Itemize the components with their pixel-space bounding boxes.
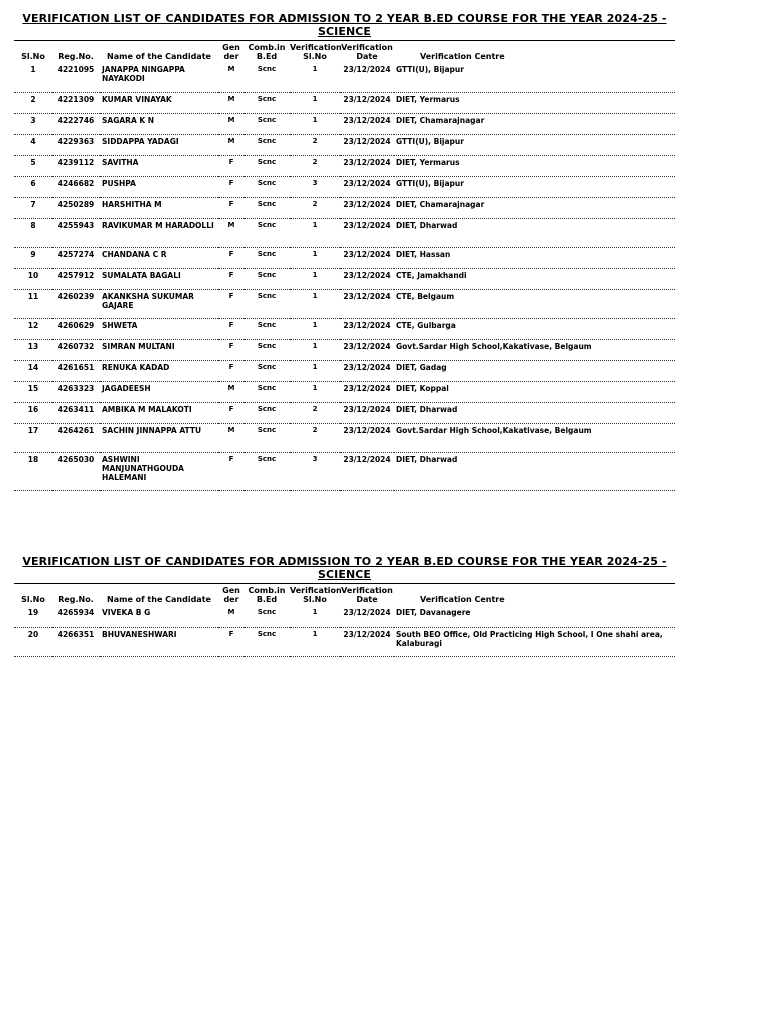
cell-regno: 4246682 bbox=[52, 176, 100, 197]
table-row bbox=[14, 318, 675, 339]
cell-gender: F bbox=[218, 339, 244, 360]
cell-verification-date: 23/12/2024 bbox=[340, 176, 394, 197]
table-row bbox=[14, 92, 675, 113]
cell-verification-slno: 3 bbox=[290, 452, 340, 490]
candidates-table-2 bbox=[14, 584, 675, 657]
header-comb: Comb.in B.Ed bbox=[248, 43, 286, 61]
header-verification-centre: Verification Centre bbox=[420, 595, 505, 604]
cell-verification-date: 23/12/2024 bbox=[340, 197, 394, 218]
cell-verification-centre: CTE, Jamakhandi bbox=[394, 268, 675, 289]
cell-gender: F bbox=[218, 197, 244, 218]
cell-gender: F bbox=[218, 360, 244, 381]
cell-verification-slno: 2 bbox=[290, 402, 340, 423]
cell-verification-centre: CTE, Gulbarga bbox=[394, 318, 675, 339]
cell-regno: 4239112 bbox=[52, 155, 100, 176]
table-row bbox=[14, 423, 675, 452]
cell-candidate-name: JAGADEESH bbox=[100, 381, 218, 402]
cell-comb: Scnc bbox=[244, 423, 290, 452]
cell-regno: 4257274 bbox=[52, 247, 100, 268]
candidates-table-1 bbox=[14, 41, 675, 491]
cell-regno: 4255943 bbox=[52, 218, 100, 247]
cell-comb: Scnc bbox=[244, 452, 290, 490]
header-verification-centre: Verification Centre bbox=[420, 52, 505, 61]
cell-candidate-name: SAVITHA bbox=[100, 155, 218, 176]
cell-verification-slno: 1 bbox=[290, 63, 340, 92]
cell-verification-centre: Govt.Sardar High School,Kakativase, Belgaum bbox=[394, 339, 675, 360]
cell-comb: Scnc bbox=[244, 218, 290, 247]
cell-regno: 4264261 bbox=[52, 423, 100, 452]
cell-regno: 4261651 bbox=[52, 360, 100, 381]
cell-verification-centre: DIET, Koppal bbox=[394, 381, 675, 402]
cell-candidate-name: AMBIKA M MALAKOTI bbox=[100, 402, 218, 423]
cell-slno: 17 bbox=[14, 423, 52, 452]
table-row bbox=[14, 606, 675, 627]
cell-slno: 13 bbox=[14, 339, 52, 360]
cell-gender: F bbox=[218, 318, 244, 339]
table-row bbox=[14, 381, 675, 402]
cell-verification-date: 23/12/2024 bbox=[340, 606, 394, 627]
table-row bbox=[14, 452, 675, 490]
cell-verification-date: 23/12/2024 bbox=[340, 218, 394, 247]
verification-list-section-1 bbox=[14, 12, 675, 491]
cell-gender: M bbox=[218, 63, 244, 92]
cell-candidate-name: CHANDANA C R bbox=[100, 247, 218, 268]
document-title: VERIFICATION LIST OF CANDIDATES FOR ADMISSION TO 2 YEAR B.ED COURSE FOR THE YEAR 2024-25 - SCIENCE bbox=[22, 12, 667, 38]
table-row bbox=[14, 113, 675, 134]
cell-regno: 4265934 bbox=[52, 606, 100, 627]
cell-regno: 4260239 bbox=[52, 289, 100, 318]
cell-comb: Scnc bbox=[244, 402, 290, 423]
header-regno: Reg.No. bbox=[58, 52, 94, 61]
cell-regno: 4257912 bbox=[52, 268, 100, 289]
cell-candidate-name: SACHIN JINNAPPA ATTU bbox=[100, 423, 218, 452]
header-comb: Comb.in B.Ed bbox=[248, 586, 286, 604]
cell-verification-centre: CTE, Belgaum bbox=[394, 289, 675, 318]
cell-gender: F bbox=[218, 627, 244, 656]
cell-regno: 4221309 bbox=[52, 92, 100, 113]
header-slno: Sl.No bbox=[21, 595, 45, 604]
cell-slno: 6 bbox=[14, 176, 52, 197]
table-row bbox=[14, 402, 675, 423]
cell-verification-slno: 2 bbox=[290, 155, 340, 176]
table-row bbox=[14, 339, 675, 360]
header-gender: Gen der bbox=[222, 586, 240, 604]
cell-verification-slno: 2 bbox=[290, 423, 340, 452]
cell-slno: 15 bbox=[14, 381, 52, 402]
cell-comb: Scnc bbox=[244, 197, 290, 218]
cell-verification-date: 23/12/2024 bbox=[340, 381, 394, 402]
cell-slno: 19 bbox=[14, 606, 52, 627]
cell-verification-date: 23/12/2024 bbox=[340, 339, 394, 360]
cell-verification-date: 23/12/2024 bbox=[340, 627, 394, 656]
cell-verification-slno: 1 bbox=[290, 339, 340, 360]
table-row bbox=[14, 155, 675, 176]
cell-verification-slno: 1 bbox=[290, 247, 340, 268]
cell-regno: 4260732 bbox=[52, 339, 100, 360]
cell-slno: 9 bbox=[14, 247, 52, 268]
cell-verification-date: 23/12/2024 bbox=[340, 402, 394, 423]
cell-candidate-name: SIMRAN MULTANI bbox=[100, 339, 218, 360]
cell-slno: 18 bbox=[14, 452, 52, 490]
cell-comb: Scnc bbox=[244, 176, 290, 197]
cell-verification-centre: DIET, Gadag bbox=[394, 360, 675, 381]
cell-comb: Scnc bbox=[244, 268, 290, 289]
table-body-2 bbox=[14, 606, 675, 656]
cell-candidate-name: BHUVANESHWARI bbox=[100, 627, 218, 656]
cell-gender: F bbox=[218, 268, 244, 289]
header-name: Name of the Candidate bbox=[107, 595, 211, 604]
cell-comb: Scnc bbox=[244, 113, 290, 134]
cell-candidate-name: SIDDAPPA YADAGI bbox=[100, 134, 218, 155]
cell-candidate-name: VIVEKA B G bbox=[100, 606, 218, 627]
table-row bbox=[14, 360, 675, 381]
cell-candidate-name: JANAPPA NINGAPPA NAYAKODI bbox=[100, 63, 218, 92]
cell-slno: 5 bbox=[14, 155, 52, 176]
cell-verification-slno: 1 bbox=[290, 268, 340, 289]
cell-verification-centre: Govt.Sardar High School,Kakativase, Belgaum bbox=[394, 423, 675, 452]
cell-verification-date: 23/12/2024 bbox=[340, 452, 394, 490]
cell-verification-slno: 1 bbox=[290, 381, 340, 402]
table-row bbox=[14, 197, 675, 218]
cell-gender: M bbox=[218, 381, 244, 402]
header-verification-slno: Verification Sl.No bbox=[290, 586, 342, 604]
cell-comb: Scnc bbox=[244, 627, 290, 656]
cell-verification-centre: DIET, Yermarus bbox=[394, 155, 675, 176]
cell-candidate-name: AKANKSHA SUKUMAR GAJARE bbox=[100, 289, 218, 318]
cell-comb: Scnc bbox=[244, 134, 290, 155]
cell-comb: Scnc bbox=[244, 360, 290, 381]
cell-gender: F bbox=[218, 247, 244, 268]
cell-comb: Scnc bbox=[244, 339, 290, 360]
cell-verification-slno: 1 bbox=[290, 318, 340, 339]
header-regno: Reg.No. bbox=[58, 595, 94, 604]
cell-regno: 4266351 bbox=[52, 627, 100, 656]
cell-gender: F bbox=[218, 155, 244, 176]
cell-verification-centre: DIET, Chamarajnagar bbox=[394, 113, 675, 134]
table-row bbox=[14, 289, 675, 318]
cell-regno: 4263323 bbox=[52, 381, 100, 402]
cell-verification-date: 23/12/2024 bbox=[340, 318, 394, 339]
cell-verification-date: 23/12/2024 bbox=[340, 155, 394, 176]
cell-regno: 4222746 bbox=[52, 113, 100, 134]
cell-verification-slno: 3 bbox=[290, 176, 340, 197]
cell-verification-centre: DIET, Dharwad bbox=[394, 402, 675, 423]
table-row bbox=[14, 134, 675, 155]
cell-slno: 2 bbox=[14, 92, 52, 113]
table-row bbox=[14, 627, 675, 656]
cell-gender: F bbox=[218, 176, 244, 197]
cell-gender: F bbox=[218, 452, 244, 490]
cell-verification-slno: 2 bbox=[290, 134, 340, 155]
cell-comb: Scnc bbox=[244, 92, 290, 113]
header-name: Name of the Candidate bbox=[107, 52, 211, 61]
cell-candidate-name: SHWETA bbox=[100, 318, 218, 339]
cell-gender: M bbox=[218, 134, 244, 155]
cell-candidate-name: SUMALATA BAGALI bbox=[100, 268, 218, 289]
header-verification-slno: Verification Sl.No bbox=[290, 43, 342, 61]
cell-comb: Scnc bbox=[244, 318, 290, 339]
cell-verification-date: 23/12/2024 bbox=[340, 134, 394, 155]
cell-candidate-name: HARSHITHA M bbox=[100, 197, 218, 218]
header-verification-date: Verification Date bbox=[341, 43, 393, 61]
cell-comb: Scnc bbox=[244, 381, 290, 402]
cell-verification-date: 23/12/2024 bbox=[340, 268, 394, 289]
cell-verification-centre: GTTI(U), Bijapur bbox=[394, 176, 675, 197]
cell-verification-centre: DIET, Davanagere bbox=[394, 606, 675, 627]
cell-comb: Scnc bbox=[244, 289, 290, 318]
cell-gender: M bbox=[218, 606, 244, 627]
cell-verification-date: 23/12/2024 bbox=[340, 289, 394, 318]
cell-slno: 20 bbox=[14, 627, 52, 656]
cell-candidate-name: ASHWINI MANJUNATHGOUDA HALEMANI bbox=[100, 452, 218, 490]
cell-gender: M bbox=[218, 113, 244, 134]
cell-verification-centre: DIET, Hassan bbox=[394, 247, 675, 268]
cell-verification-centre: South BEO Office, Old Practicing High School, I One shahi area, Kalaburagi bbox=[394, 627, 675, 656]
cell-gender: M bbox=[218, 92, 244, 113]
cell-slno: 16 bbox=[14, 402, 52, 423]
cell-slno: 10 bbox=[14, 268, 52, 289]
table-row bbox=[14, 247, 675, 268]
cell-comb: Scnc bbox=[244, 155, 290, 176]
cell-slno: 14 bbox=[14, 360, 52, 381]
cell-verification-date: 23/12/2024 bbox=[340, 92, 394, 113]
cell-slno: 1 bbox=[14, 63, 52, 92]
cell-comb: Scnc bbox=[244, 606, 290, 627]
cell-gender: F bbox=[218, 289, 244, 318]
document-title-repeat: VERIFICATION LIST OF CANDIDATES FOR ADMISSION TO 2 YEAR B.ED COURSE FOR THE YEAR 2024-25 - SCIENCE bbox=[22, 555, 667, 581]
cell-regno: 4229363 bbox=[52, 134, 100, 155]
cell-slno: 12 bbox=[14, 318, 52, 339]
cell-candidate-name: RENUKA KADAD bbox=[100, 360, 218, 381]
table-header-row bbox=[14, 41, 675, 63]
cell-verification-date: 23/12/2024 bbox=[340, 360, 394, 381]
cell-verification-centre: GTTI(U), Bijapur bbox=[394, 63, 675, 92]
cell-gender: M bbox=[218, 218, 244, 247]
cell-verification-centre: GTTI(U), Bijapur bbox=[394, 134, 675, 155]
table-row bbox=[14, 268, 675, 289]
table-header-row bbox=[14, 584, 675, 606]
cell-comb: Scnc bbox=[244, 63, 290, 92]
cell-slno: 11 bbox=[14, 289, 52, 318]
cell-regno: 4265030 bbox=[52, 452, 100, 490]
header-slno: Sl.No bbox=[21, 52, 45, 61]
verification-list-section-2 bbox=[14, 555, 675, 657]
cell-candidate-name: SAGARA K N bbox=[100, 113, 218, 134]
cell-verification-slno: 1 bbox=[290, 627, 340, 656]
cell-verification-slno: 1 bbox=[290, 360, 340, 381]
cell-verification-date: 23/12/2024 bbox=[340, 247, 394, 268]
cell-candidate-name: RAVIKUMAR M HARADOLLI bbox=[100, 218, 218, 247]
cell-verification-slno: 2 bbox=[290, 197, 340, 218]
cell-candidate-name: KUMAR VINAYAK bbox=[100, 92, 218, 113]
cell-comb: Scnc bbox=[244, 247, 290, 268]
cell-verification-date: 23/12/2024 bbox=[340, 113, 394, 134]
cell-verification-centre: DIET, Dharwad bbox=[394, 452, 675, 490]
cell-verification-slno: 1 bbox=[290, 113, 340, 134]
cell-regno: 4221095 bbox=[52, 63, 100, 92]
cell-verification-centre: DIET, Chamarajnagar bbox=[394, 197, 675, 218]
cell-slno: 4 bbox=[14, 134, 52, 155]
cell-regno: 4263411 bbox=[52, 402, 100, 423]
table-row bbox=[14, 176, 675, 197]
table-row bbox=[14, 63, 675, 92]
cell-gender: F bbox=[218, 402, 244, 423]
cell-verification-slno: 1 bbox=[290, 606, 340, 627]
cell-slno: 3 bbox=[14, 113, 52, 134]
cell-gender: M bbox=[218, 423, 244, 452]
cell-regno: 4260629 bbox=[52, 318, 100, 339]
cell-candidate-name: PUSHPA bbox=[100, 176, 218, 197]
header-gender: Gen der bbox=[222, 43, 240, 61]
cell-verification-date: 23/12/2024 bbox=[340, 423, 394, 452]
cell-verification-slno: 1 bbox=[290, 289, 340, 318]
table-body-1 bbox=[14, 63, 675, 490]
cell-regno: 4250289 bbox=[52, 197, 100, 218]
cell-verification-slno: 1 bbox=[290, 92, 340, 113]
cell-verification-slno: 1 bbox=[290, 218, 340, 247]
cell-slno: 7 bbox=[14, 197, 52, 218]
cell-verification-centre: DIET, Yermarus bbox=[394, 92, 675, 113]
header-verification-date: Verification Date bbox=[341, 586, 393, 604]
cell-verification-centre: DIET, Dharwad bbox=[394, 218, 675, 247]
cell-verification-date: 23/12/2024 bbox=[340, 63, 394, 92]
table-row bbox=[14, 218, 675, 247]
cell-slno: 8 bbox=[14, 218, 52, 247]
